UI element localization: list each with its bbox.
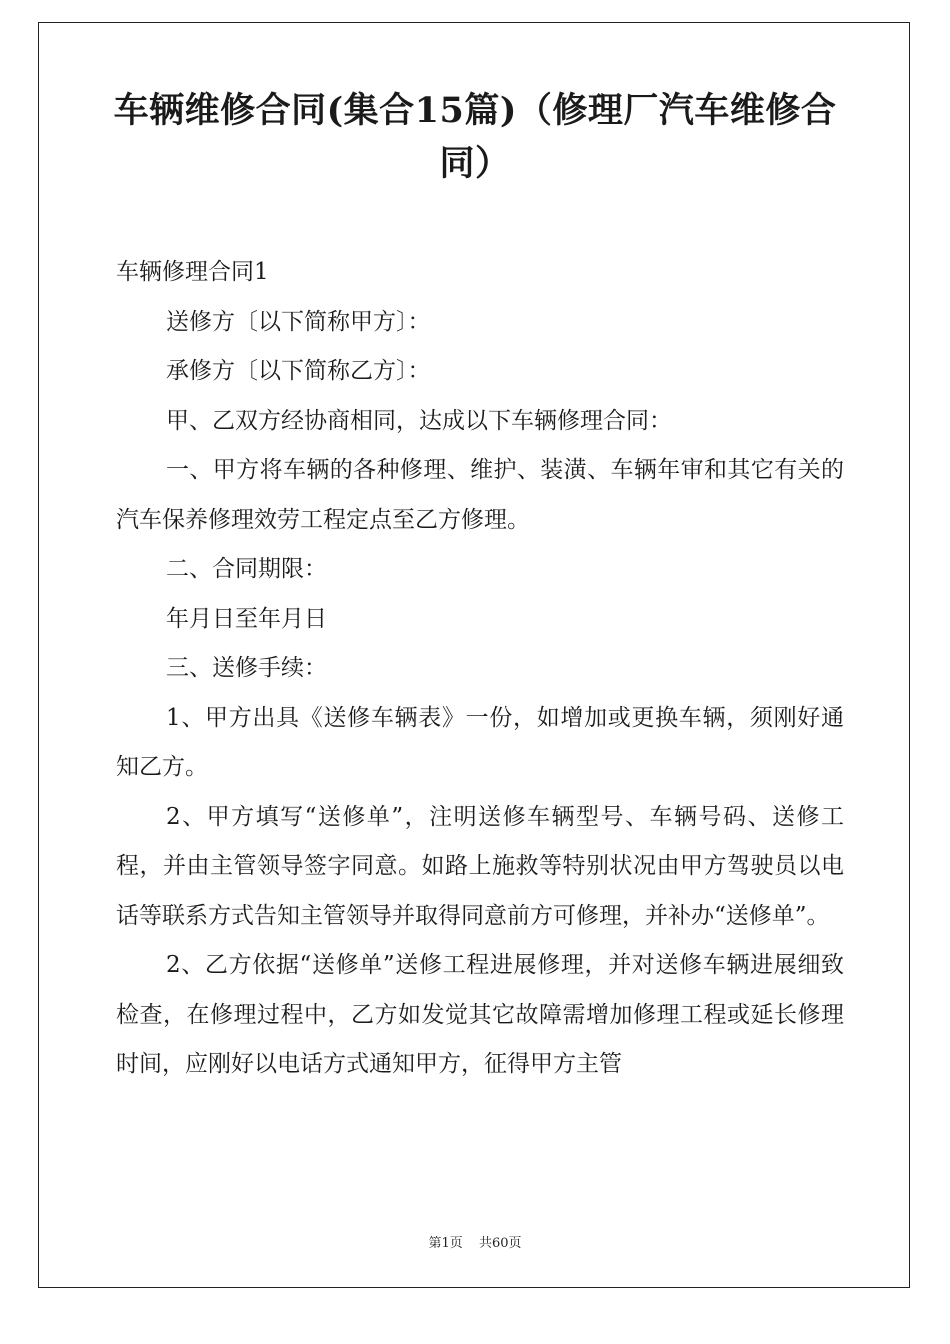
paragraph: 1、甲方出具《送修车辆表》一份，如增加或更换车辆，须刚好通知乙方。 [116,704,844,780]
paragraph: 2、甲方填写“送修单”，注明送修车辆型号、车辆号码、送修工程，并由主管领导签字同意。如路上施救等特别状况由甲方驾驶员以电话等联系方式告知主管领导并取得同意前方可修理，并补办“送修单”。 [116,803,844,929]
paragraph: 送修方〔以下简称甲方〕： [166,308,431,335]
document-body [116,248,844,1090]
paragraph: 甲、乙双方经协商相同，达成以下车辆修理合同： [166,407,672,434]
paragraph: 承修方〔以下简称乙方〕： [166,358,431,384]
section-heading: 车辆修理合同1 [116,259,269,285]
current-page-number: 第1页 [428,1236,463,1251]
document-title: 车辆维修合同(集合15篇)（修理厂汽车维修合同） [113,90,837,184]
paragraph: 年月日至年月日 [166,605,327,632]
total-pages: 共60页 [478,1236,522,1251]
paragraph: 一、甲方将车辆的各种修理、维护、装潢、车辆年审和其它有关的汽车保养修理效劳工程定点至乙方修理。 [116,457,844,533]
paragraph: 二、合同期限： [166,556,327,582]
paragraph: 三、送修手续： [166,655,327,681]
paragraph: 2、乙方依据“送修单”送修工程进展修理，并对送修车辆进展细致检查，在修理过程中，乙方如发觉其它故障需增加修理工程或延长修理时间，应刚好以电话方式通知甲方，征得甲方主管 [116,952,844,1077]
page-footer [0,1232,950,1251]
